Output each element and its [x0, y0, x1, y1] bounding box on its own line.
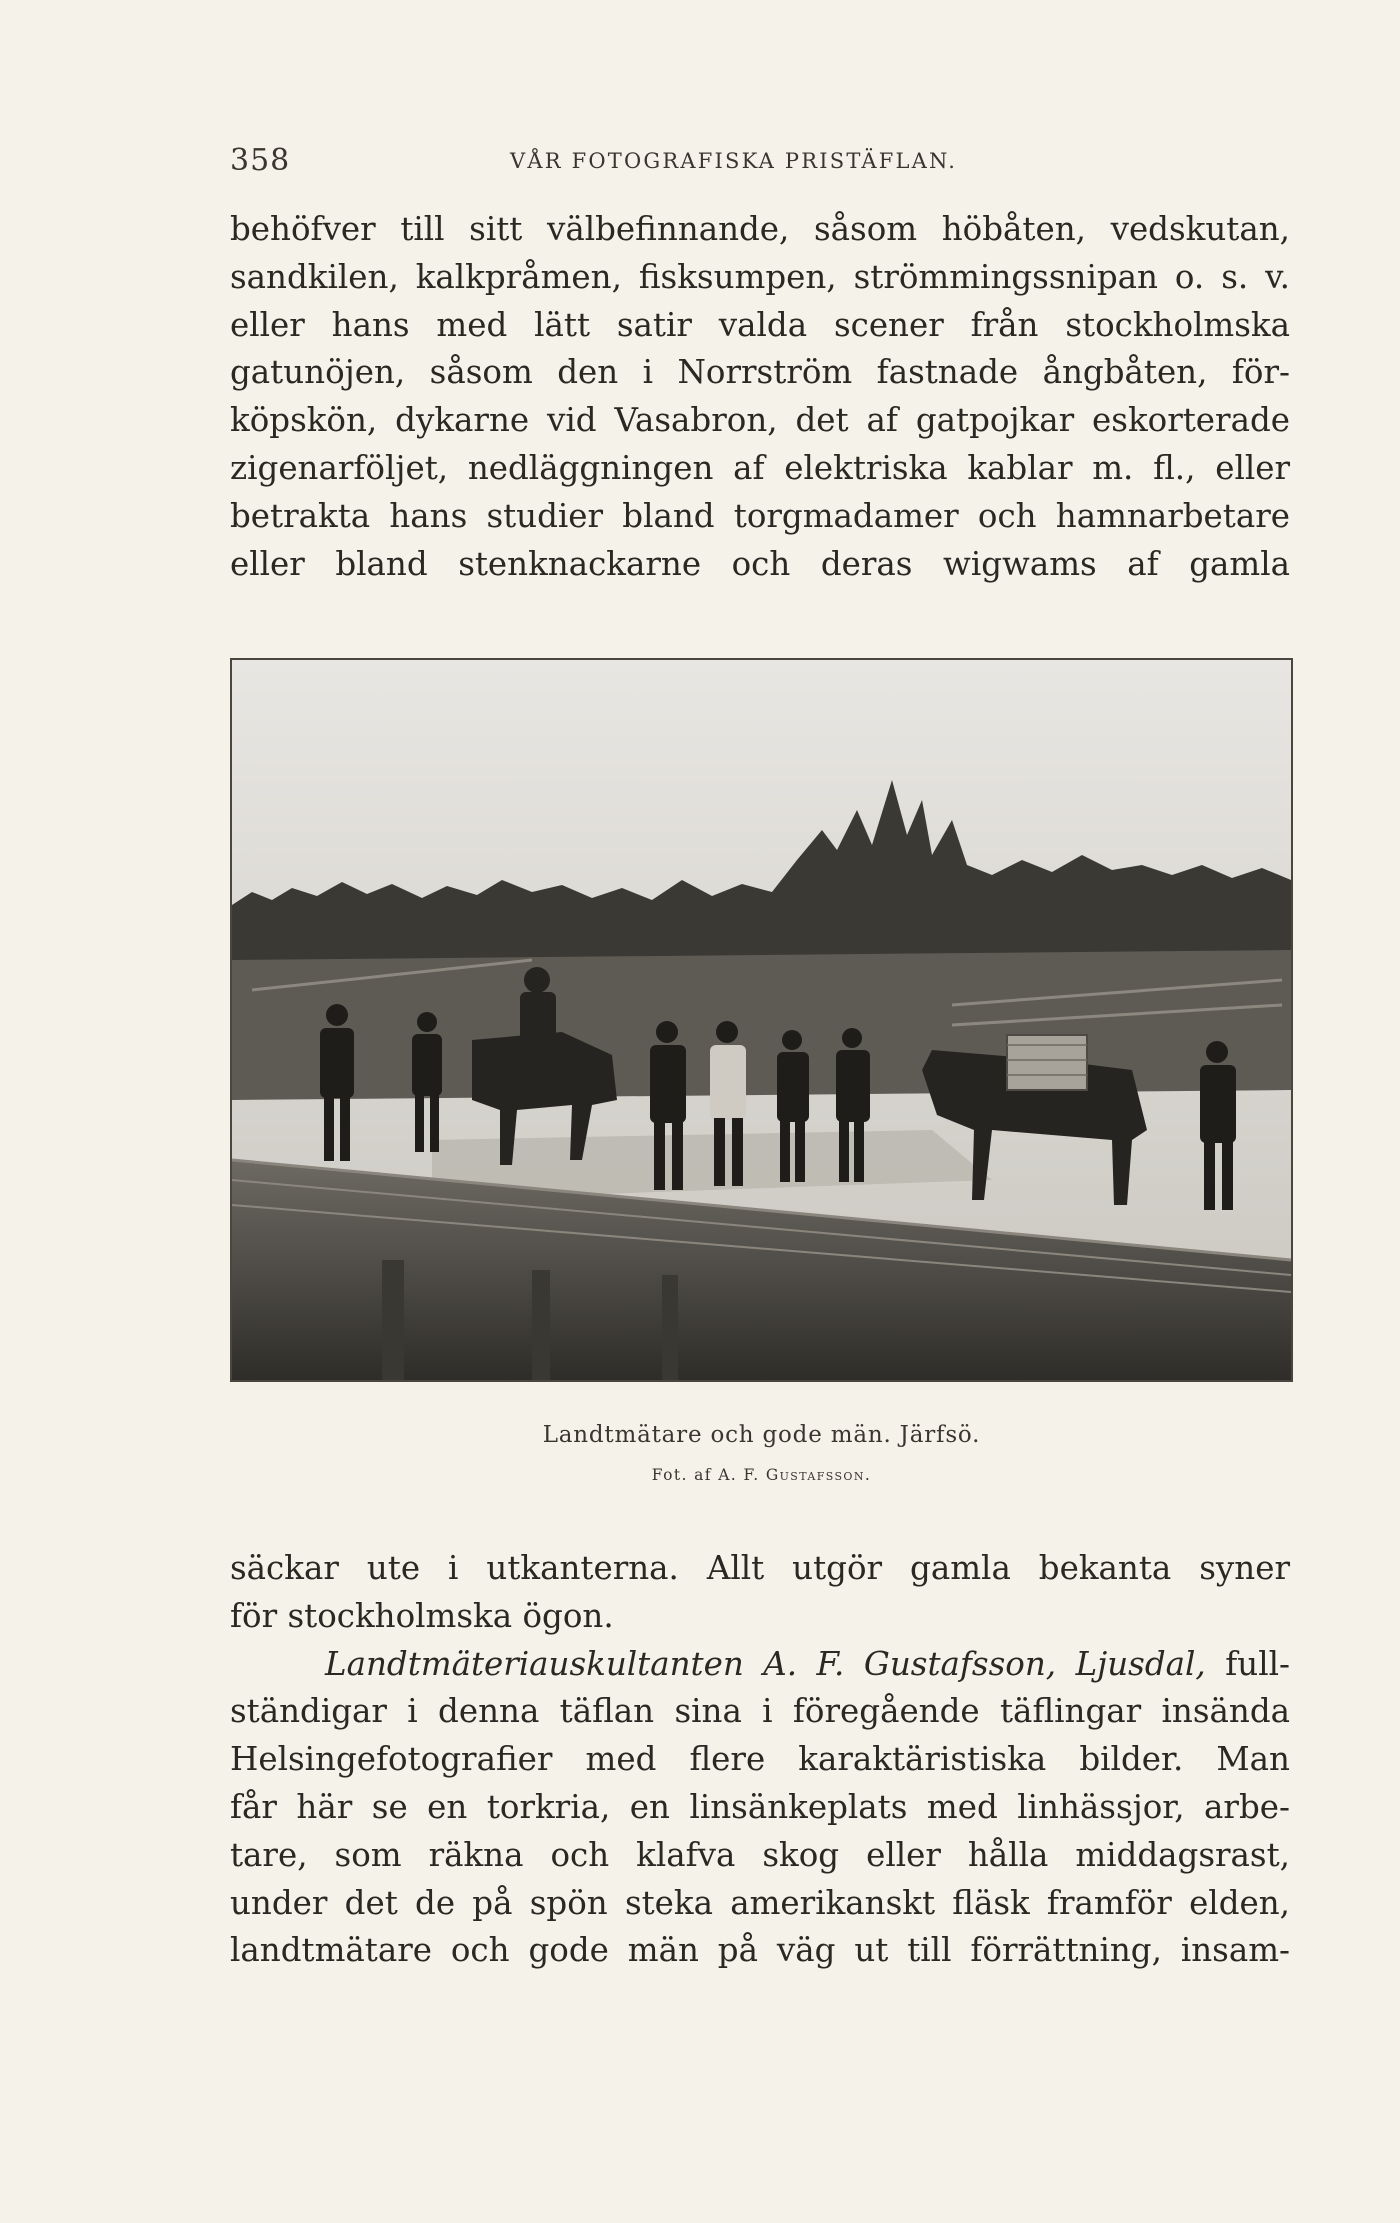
text-line	[230, 1641, 1290, 1689]
text-fragment: full-	[1205, 1644, 1290, 1683]
text-line: eller hans med lätt satir valda scener från stockholmska	[230, 305, 1290, 344]
text-line: tare, som räkna och klafva skog eller hålla middagsrast,	[230, 1835, 1290, 1874]
running-head	[230, 143, 1290, 183]
text-line: betrakta hans studier bland torgmadamer och hamnarbetare	[230, 496, 1290, 535]
text-line: sandkilen, kalkpråmen, fisksumpen, strömmingssnipan o. s. v.	[230, 257, 1290, 296]
figure-caption: Landtmätare och gode män. Järfsö.	[542, 1422, 981, 1448]
text-line: under det de på spön steka amerikanskt fläsk framför elden,	[230, 1883, 1290, 1922]
body-text-bottom	[230, 1545, 1290, 1975]
running-title: VÅR FOTOGRAFISKA PRISTÄFLAN.	[510, 149, 958, 173]
page-number: 358	[230, 143, 291, 178]
text-line: zigenarföljet, nedläggningen af elektriska kablar m. fl., eller	[230, 448, 1290, 487]
photographer-name: Gustafsson.	[765, 1466, 872, 1484]
body-text-top	[230, 206, 1290, 588]
text-line: Helsingefotografier med flere karaktäristiska bilder. Man	[230, 1740, 1290, 1779]
photograph-illustration	[232, 660, 1291, 1380]
credit-prefix: Fot. af A. F.	[651, 1466, 760, 1484]
text-line: får här se en torkria, en linsänkeplats med linhässjor, arbe-	[230, 1787, 1290, 1826]
text-line: köpskön, dykarne vid Vasabron, det af gatpojkar eskorterade	[230, 401, 1290, 440]
photograph-plate	[230, 658, 1293, 1382]
text-line: säckar ute i utkanterna. Allt utgör gamla bekanta syner	[230, 1549, 1290, 1587]
text-line: för stockholmska ögon.	[230, 1596, 614, 1635]
text-line: ständigar i denna täflan sina i föregående täflingar insända	[230, 1692, 1290, 1731]
text-line: gatunöjen, såsom den i Norrström fastnade ångbåten, för-	[230, 353, 1290, 392]
photo-credit	[230, 1466, 1293, 1484]
text-line: eller bland stenknackarne och deras wigwams af gamla	[230, 544, 1290, 583]
italic-author: Landtmäteriauskultanten A. F. Gustafsson, Ljusdal,	[325, 1644, 1206, 1683]
text-line: landtmätare och gode män på väg ut till förrättning, insam-	[230, 1931, 1290, 1970]
text-line: behöfver till sitt välbefinnande, såsom höbåten, vedskutan,	[230, 210, 1290, 248]
